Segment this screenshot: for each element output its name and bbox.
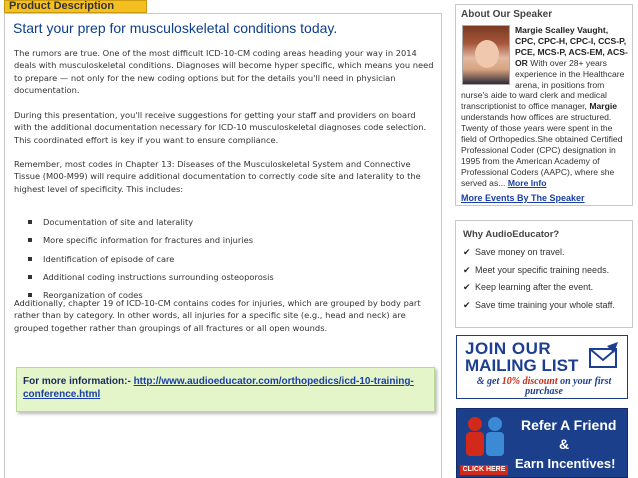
list-item: Reorganization of codes — [28, 289, 274, 307]
presentation-paragraph: During this presentation, you'll receive suggestions for getting your staff and providers on board with the additional documentation necessary for ICD-10 musculoskeletal diagnoses code selection. This coordinated effort is key if you want to ensure compliance. — [14, 110, 427, 145]
more-info-link[interactable]: More Info — [507, 177, 547, 188]
refer-line3: Earn Incentives! — [515, 456, 616, 471]
bullet-icon — [28, 220, 32, 224]
intro-paragraph: The rumors are true. One of the most difficult ICD-10-CM coding areas heading your way in 2014 deals with musculoskeletal conditions. Diagnoses will become hyper specific, which means you need to prepare — not only for the new coding options but for the details you'll need in physician documentation. — [14, 48, 434, 96]
check-icon: ✔ — [463, 282, 471, 292]
includes-list — [28, 216, 274, 307]
list-item: More specific information for fractures and injuries — [28, 234, 274, 252]
list-item: Documentation of site and laterality — [28, 216, 274, 234]
page-headline: Start your prep for musculoskeletal conditions today. — [13, 20, 338, 36]
product-description-panel — [4, 13, 442, 478]
speaker-first-name: Margie — [589, 101, 618, 112]
refer-line2: & — [559, 436, 570, 452]
chapter19-paragraph: Additionally, chapter 19 of ICD-10-CM contains codes for injuries, which are grouped by body part rather than by category. In other words, all injuries for a specific site (e.g., head and neck) are grouped together rather than groupings of all fractures or all open wounds. — [14, 298, 421, 333]
more-events-link[interactable]: More Events By The Speaker — [461, 193, 585, 203]
refer-a-friend-banner[interactable] — [456, 408, 628, 478]
bullet-icon — [28, 257, 32, 261]
check-icon: ✔ — [463, 247, 471, 257]
about-speaker-panel — [455, 4, 633, 206]
about-speaker-title: About Our Speaker — [461, 9, 553, 20]
check-icon: ✔ — [463, 299, 471, 310]
list-item: Additional coding instructions surrounding osteoporosis — [28, 271, 274, 289]
speaker-name: Margie Scalley Vaught, CPC, CPC-H, CPC-I, CCS-P, PCE, MCS-P, ACS-EM, ACS-OR — [515, 25, 628, 68]
check-icon: ✔ — [463, 264, 471, 275]
tab-product-description[interactable]: Product Description — [4, 0, 147, 13]
list-item: ✔ Meet your specific training needs. — [463, 264, 610, 275]
list-item: ✔ Save money on travel. — [463, 247, 565, 257]
benefits-list — [463, 247, 628, 317]
mailing-line2: MAILING LIST — [465, 356, 579, 375]
bullet-icon — [28, 238, 32, 242]
click-here-button[interactable]: CLICK HERE — [460, 465, 508, 475]
list-item: ✔ Save time training your whole staff. — [463, 299, 615, 310]
speaker-bio: Margie Scalley Vaught, CPC, CPC-H, CPC-I, CCS-P, PCE, MCS-P, ACS-EM, ACS-OR With over 28+ years experience in the Healthcare arena, in positions from nurse's aide to ward clerk and medical transcriptionist to office manager, Margie understands how offices are structured. Twenty of those years were spent in the field of Orthopedics.She obtained Certified Professional Coder (CPC) designation in 1995 from the American Academy of Professional Coders (AAPC), where she served as... More Info — [461, 25, 628, 188]
more-information-label: For more information:- — [23, 376, 131, 387]
more-information-box — [16, 367, 435, 412]
mailing-discount-text: & get 10% discount on your first purchase — [476, 376, 612, 397]
join-mailing-list-banner[interactable] — [456, 335, 628, 399]
list-item: ✔ Keep learning after the event. — [463, 282, 594, 292]
people-icon — [461, 415, 509, 467]
why-audioeducator-panel — [455, 220, 633, 328]
bullet-icon — [28, 275, 32, 279]
refer-line1: Refer A Friend — [521, 417, 617, 433]
mailing-line1: JOIN OUR — [465, 339, 552, 358]
why-audioeducator-title: Why AudioEducator? — [463, 229, 560, 240]
more-information-link[interactable]: http://www.audioeducator.com/orthopedics/icd-10-training-conference.html — [23, 376, 414, 400]
list-item: Identification of episode of care — [28, 253, 274, 271]
envelope-icon — [587, 340, 621, 374]
chapter13-paragraph: Remember, most codes in Chapter 13: Diseases of the Musculoskeletal System and Connective Tissue (M00-M99) will require additional documentation to correctly code site and laterality to the highest level of specificity. This includes: — [14, 159, 421, 194]
